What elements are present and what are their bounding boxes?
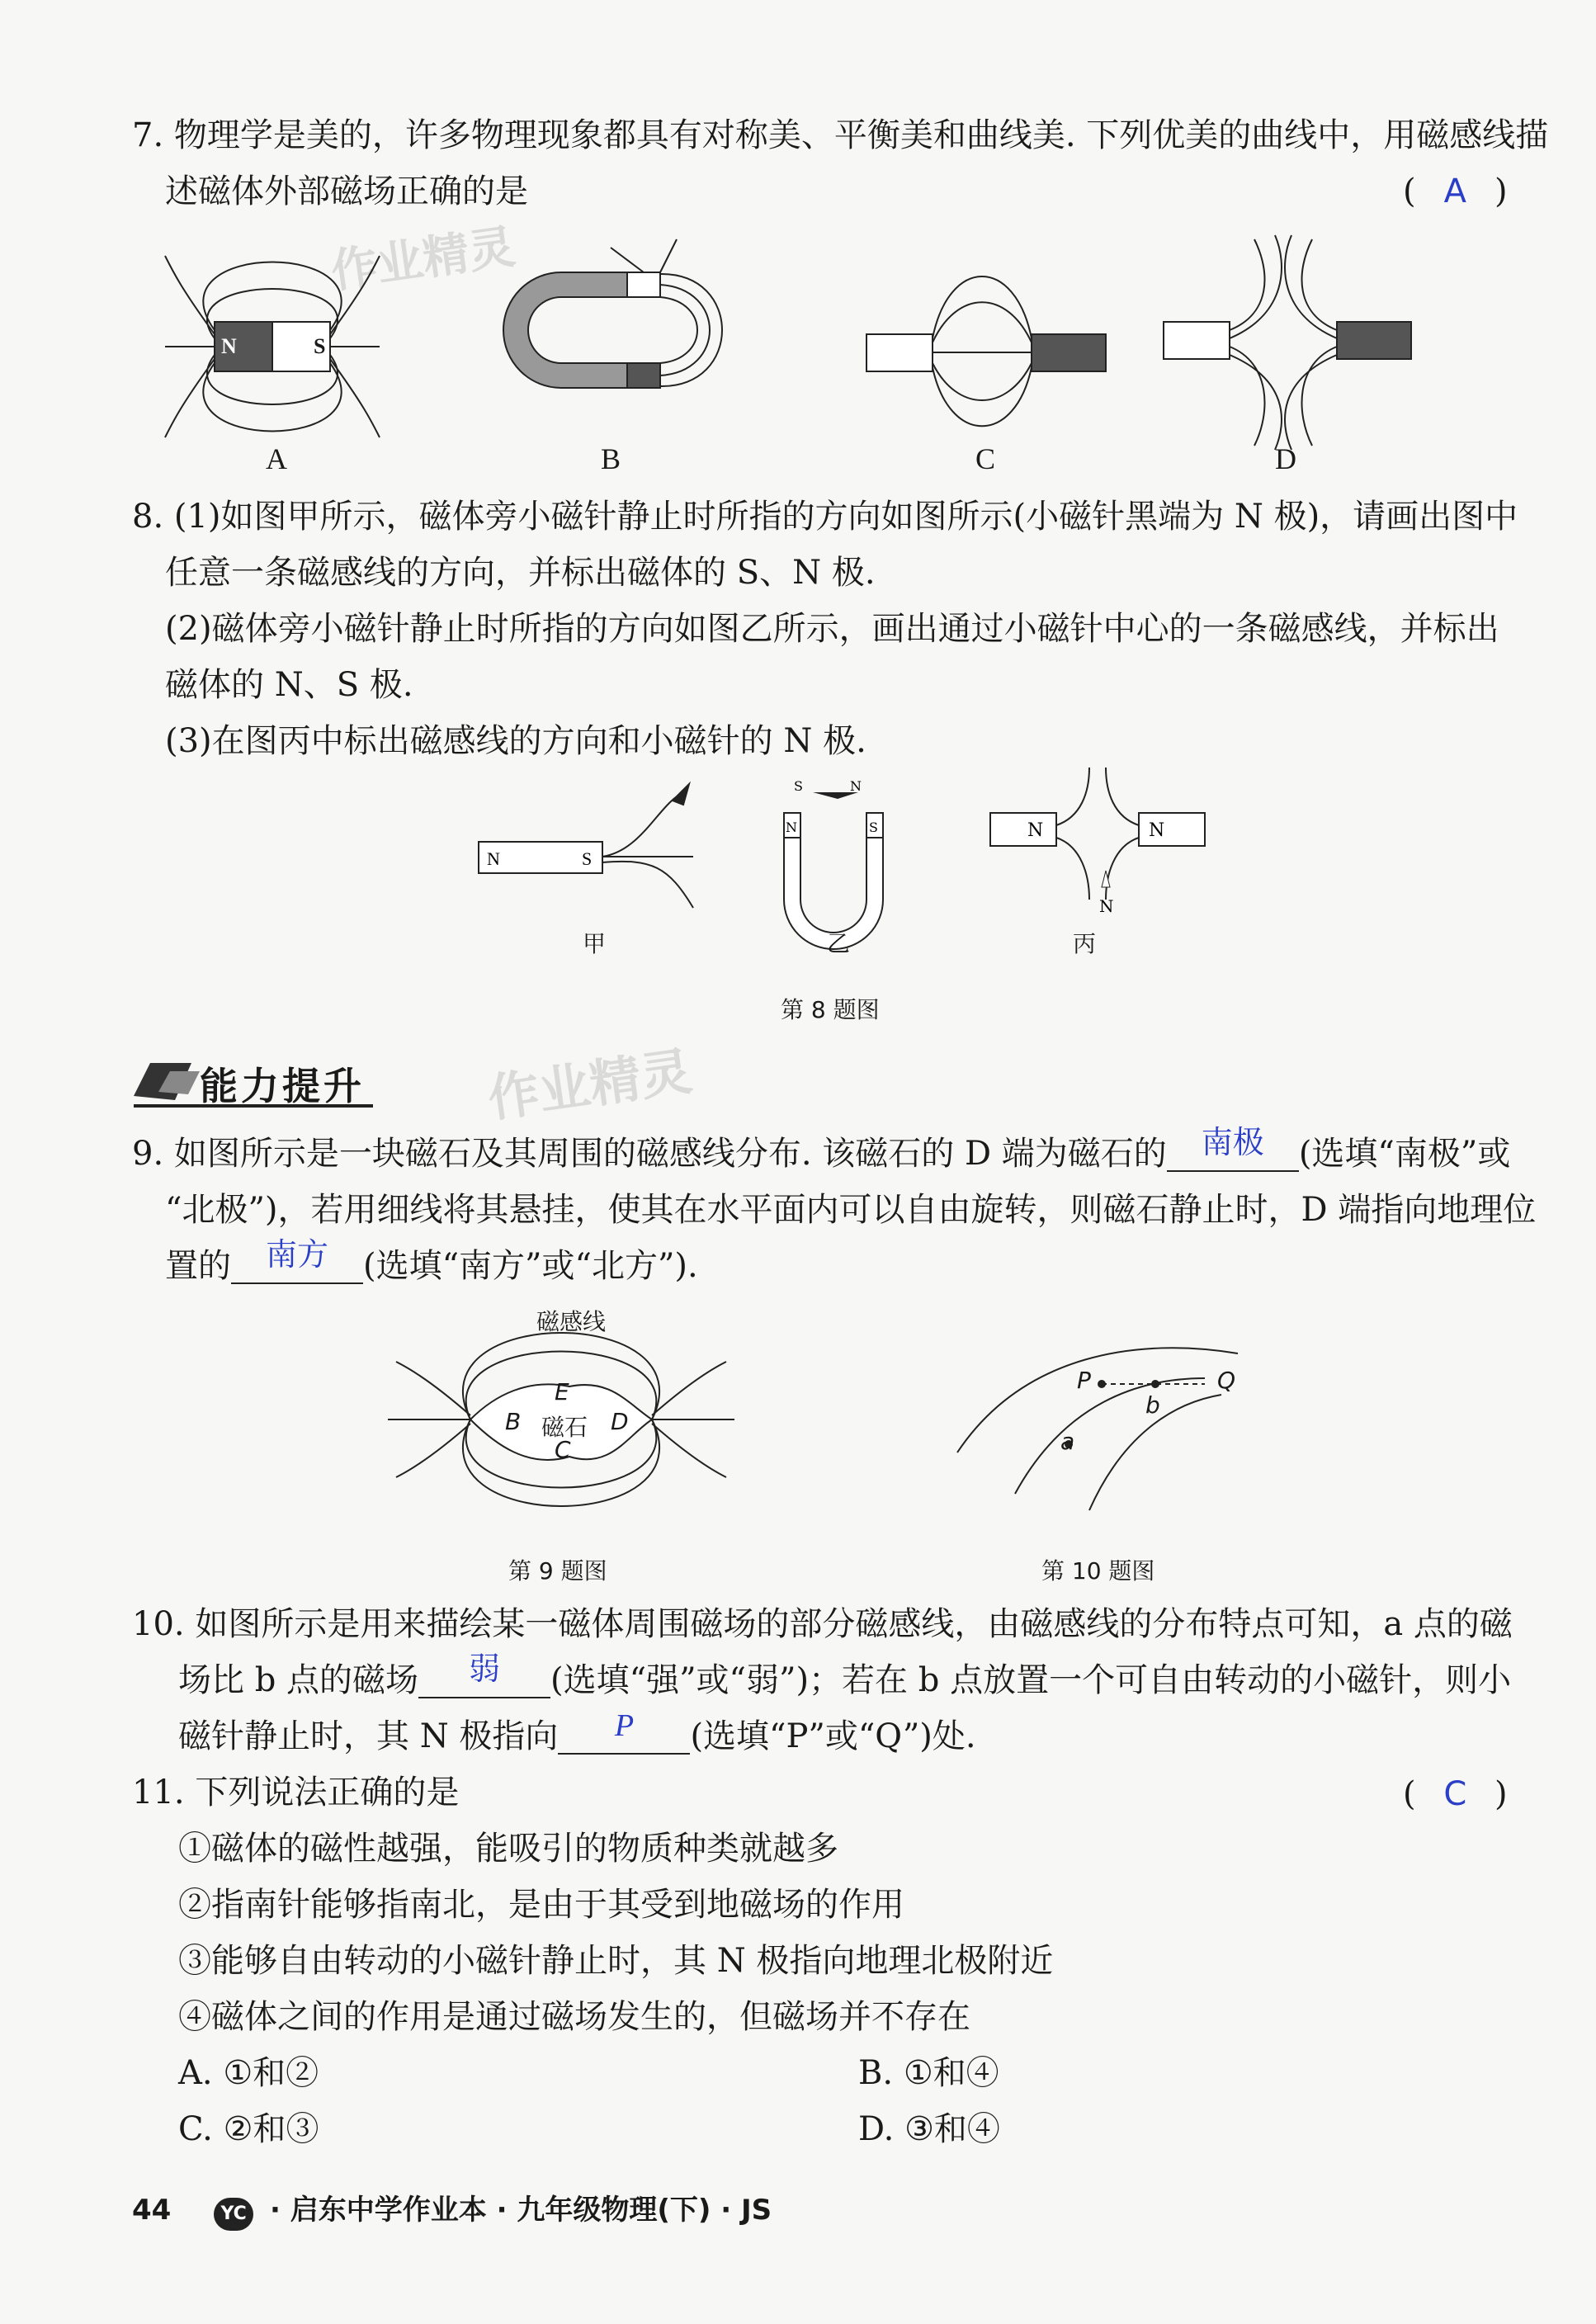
option-d-figure (1164, 235, 1411, 450)
q10-line-2 (178, 1651, 1512, 1700)
q11-choice-c: C. ②和③ (178, 2110, 319, 2148)
q8-caption: 第 8 题图 (781, 996, 880, 1023)
q11-statement: ④磁体之间的作用是通过磁场发生的，但磁场并不存在 (178, 1998, 970, 2036)
fig-9-label-b: B (505, 1408, 522, 1435)
q10-line-3 (178, 1708, 976, 1756)
section-header (134, 1055, 464, 1124)
paren-open: ( (1403, 172, 1416, 210)
q8-line-3: (2)磁体旁小磁针静止时所指的方向如图乙所示，画出通过小磁针中心的一条磁感线，并标出 (165, 610, 1499, 648)
svg-text:N: N (1149, 820, 1165, 841)
option-a-figure (165, 256, 380, 437)
q10-answer-2: P (614, 1708, 635, 1743)
q10-answer-1: 弱 (469, 1651, 501, 1687)
q7-line-1: 7. 物理学是美的，许多物理现象都具有对称美、平衡美和曲线美. 下列优美的曲线中，用磁感线描 (132, 116, 1549, 154)
q9-line-2: “北极”)，若用细线将其悬挂，使其在水平面内可以自由旋转，则磁石静止时，D 端指向地理位 (165, 1191, 1537, 1229)
svg-text:S: S (582, 848, 593, 869)
svg-text:N: N (850, 778, 862, 794)
q9-answer-1: 南极 (1201, 1124, 1264, 1160)
q7-line-2: 述磁体外部磁场正确的是 (165, 172, 528, 210)
fig-10-label-b: b (1145, 1391, 1160, 1419)
paren-close: ) (1494, 172, 1508, 210)
fig-9-label-e: E (555, 1378, 569, 1405)
pole-label-n: N (221, 334, 237, 358)
fig-yi (784, 778, 883, 949)
section-title: 能力提升 (200, 1064, 365, 1108)
fig-9-label-d: D (611, 1408, 629, 1435)
q11-stem: 11. 下列说法正确的是 (132, 1774, 460, 1811)
q9-line-1-b: (选填“南极”或 (1298, 1135, 1511, 1173)
q11-statement: ③能够自由转动的小磁针静止时，其 N 极指向地理北极附近 (178, 1942, 1054, 1980)
q10-line-3-a: 磁针静止时，其 N 极指向 (178, 1717, 559, 1755)
q9-answer-2: 南方 (265, 1236, 328, 1273)
q9-caption: 第 9 题图 (508, 1557, 607, 1585)
fig-jia-label: 甲 (583, 930, 607, 957)
fig-9-label-c: C (555, 1436, 571, 1463)
q7-answer: A (1443, 172, 1467, 210)
option-c-figure (866, 276, 1106, 426)
fig-10-label-q: Q (1217, 1367, 1236, 1394)
q8-line-4: 磁体的 N、S 极. (165, 666, 413, 704)
fig-10-label-p: P (1077, 1367, 1091, 1394)
q11-choice-a: A. ①和② (178, 2054, 319, 2092)
option-b-figure (503, 239, 722, 388)
paren-open: ( (1403, 1775, 1416, 1813)
paren-close: ) (1494, 1775, 1508, 1813)
q7-answer-paren (1403, 172, 1508, 211)
q10-line-2-b: (选填“强”或“弱”)；若在 b 点放置一个可自由转动的小磁针，则小 (550, 1661, 1512, 1699)
watermark: 作业精灵 (328, 220, 519, 300)
fig-10-lines (957, 1348, 1238, 1510)
book-title: · 启东中学作业本 · 九年级物理(下) · JS (270, 2194, 772, 2227)
fig-jia (479, 784, 693, 908)
svg-text:S: S (794, 778, 803, 794)
svg-text:N: N (1027, 820, 1044, 841)
q8-line-5: (3)在图丙中标出磁感线的方向和小磁针的 N 极. (165, 722, 866, 760)
q10-line-2-a: 场比 b 点的磁场 (178, 1661, 419, 1699)
option-b-label: B (601, 442, 621, 475)
fig-9-title: 磁感线 (536, 1308, 607, 1335)
publisher-logo: YC (214, 2198, 253, 2231)
q11-answer: C (1443, 1775, 1467, 1813)
q9-line-3-a: 置的 (165, 1247, 231, 1285)
q11-answer-paren (1403, 1774, 1508, 1814)
option-d-label: D (1275, 442, 1296, 475)
fig-bing (990, 768, 1205, 916)
q10-caption: 第 10 题图 (1041, 1557, 1155, 1585)
page-number: 44 (132, 2194, 172, 2227)
q9-blank-1[interactable] (1167, 1124, 1299, 1172)
fig-yi-label: 乙 (827, 930, 851, 957)
svg-text:N: N (1099, 896, 1114, 916)
q9-line-1 (132, 1124, 1511, 1174)
q7-figures (0, 223, 1596, 470)
svg-text:S: S (869, 820, 878, 835)
q11-choice-b: B. ①和④ (858, 2054, 999, 2092)
q10-blank-1[interactable] (418, 1651, 550, 1698)
pole-label-s: S (314, 334, 326, 358)
q9-blank-2[interactable] (231, 1236, 363, 1284)
q10-blank-2[interactable] (558, 1708, 690, 1755)
q11-statement: ②指南针能够指南北，是由于其受到地磁场的作用 (178, 1886, 904, 1924)
q9-line-1-a: 9. 如图所示是一块磁石及其周围的磁感线分布. 该磁石的 D 端为磁石的 (132, 1135, 1167, 1173)
fig-bing-label: 丙 (1073, 930, 1097, 957)
q8-line-2: 任意一条磁感线的方向，并标出磁体的 S、N 极. (165, 554, 876, 592)
q9-line-3-b: (选填“南方”或“北方”). (363, 1247, 698, 1285)
fig-10-label-a: a (1060, 1428, 1075, 1455)
q9-q10-figures (0, 1304, 1596, 1552)
q9-line-3 (165, 1236, 698, 1286)
watermark: 作业精灵 (484, 1041, 696, 1129)
q11-choice-d: D. ③和④ (858, 2110, 1000, 2148)
option-c-label: C (975, 442, 996, 475)
svg-text:N: N (487, 848, 500, 869)
fig-9-label-stone: 磁石 (541, 1414, 588, 1441)
q8-figures (0, 768, 1596, 982)
svg-text:N: N (786, 820, 797, 835)
q8-line-1: 8. (1)如图甲所示，磁体旁小磁针静止时所指的方向如图所示(小磁针黑端为 N 极)，请画出图中 (132, 498, 1518, 536)
option-a-label: A (266, 442, 287, 475)
q10-line-3-b: (选填“P”或“Q”)处. (690, 1717, 976, 1755)
q11-statement: ①磁体的磁性越强，能吸引的物质种类就越多 (178, 1830, 838, 1868)
page-footer (132, 2187, 772, 2231)
q10-line-1: 10. 如图所示是用来描绘某一磁体周围磁场的部分磁感线，由磁感线的分布特点可知，a 点的磁 (132, 1605, 1513, 1643)
